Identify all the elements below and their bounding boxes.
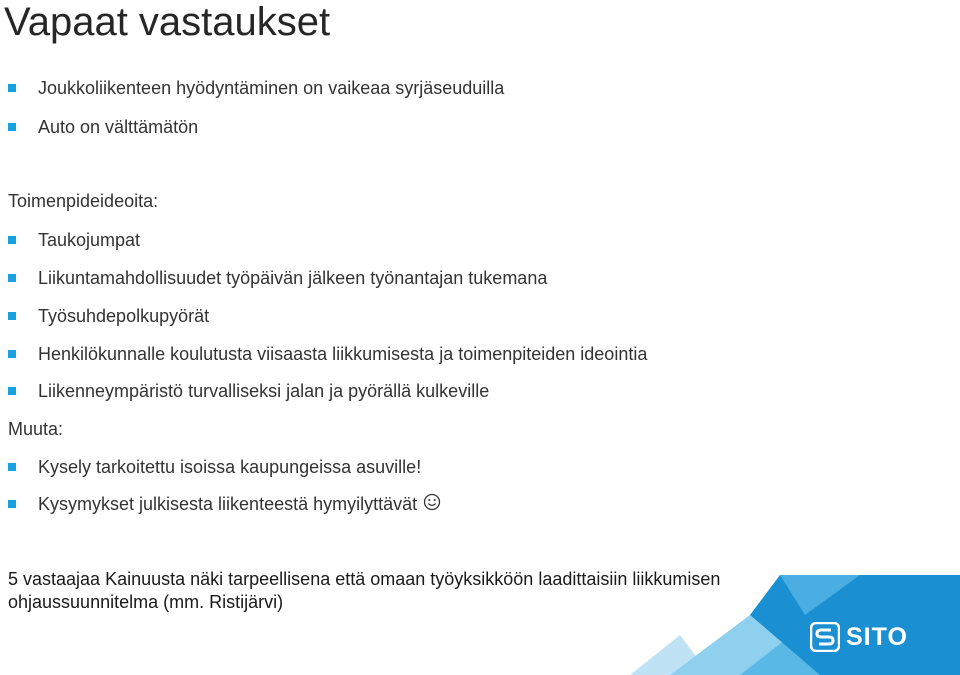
list-item: Auto on välttämätön bbox=[38, 117, 199, 137]
list-item: Liikuntamahdollisuudet työpäivän jälkeen työnantajan tukemana bbox=[38, 268, 548, 288]
square-bullet-icon bbox=[8, 236, 16, 244]
sito-logo bbox=[810, 622, 908, 652]
list-item: Työsuhdepolkupyörät bbox=[38, 306, 210, 326]
square-bullet-icon bbox=[8, 123, 16, 131]
list-item: Liikenneympäristö turvalliseksi jalan ja pyörällä kulkeville bbox=[38, 381, 490, 401]
list-item: Kysely tarkoitettu isoissa kaupungeissa asuville! bbox=[38, 457, 422, 477]
section-heading-other: Muuta: bbox=[8, 419, 64, 439]
list-item bbox=[38, 493, 441, 515]
summary-note: 5 vastaajaa Kainuusta näki tarpeellisena että omaan työyksikköön laadittaisiin liikkumisen ohjaussuunnitelma (mm. Ristijärvi) bbox=[8, 569, 721, 612]
square-bullet-icon bbox=[8, 84, 16, 92]
logo-text: SITO bbox=[846, 622, 908, 651]
square-bullet-icon bbox=[8, 350, 16, 358]
list-item: Henkilökunnalle koulutusta viisaasta liikkumisesta ja toimenpiteiden ideointia bbox=[38, 344, 648, 364]
square-bullet-icon bbox=[8, 463, 16, 471]
square-bullet-icon bbox=[8, 274, 16, 282]
sito-logo-icon bbox=[810, 622, 840, 652]
square-bullet-icon bbox=[8, 387, 16, 395]
section-heading-measures: Toimenpideideoita: bbox=[8, 191, 159, 211]
page-title: Vapaat vastaukset bbox=[4, 0, 331, 44]
square-bullet-icon bbox=[8, 500, 16, 508]
list-item-text: Kysymykset julkisesta liikenteestä hymyilyttävät bbox=[38, 494, 418, 514]
smiley-icon bbox=[423, 493, 441, 511]
list-item: Taukojumpat bbox=[38, 230, 141, 250]
corner-decoration bbox=[630, 575, 960, 675]
square-bullet-icon bbox=[8, 312, 16, 320]
list-item: Joukkoliikenteen hyödyntäminen on vaikeaa syrjäseuduilla bbox=[38, 78, 505, 98]
